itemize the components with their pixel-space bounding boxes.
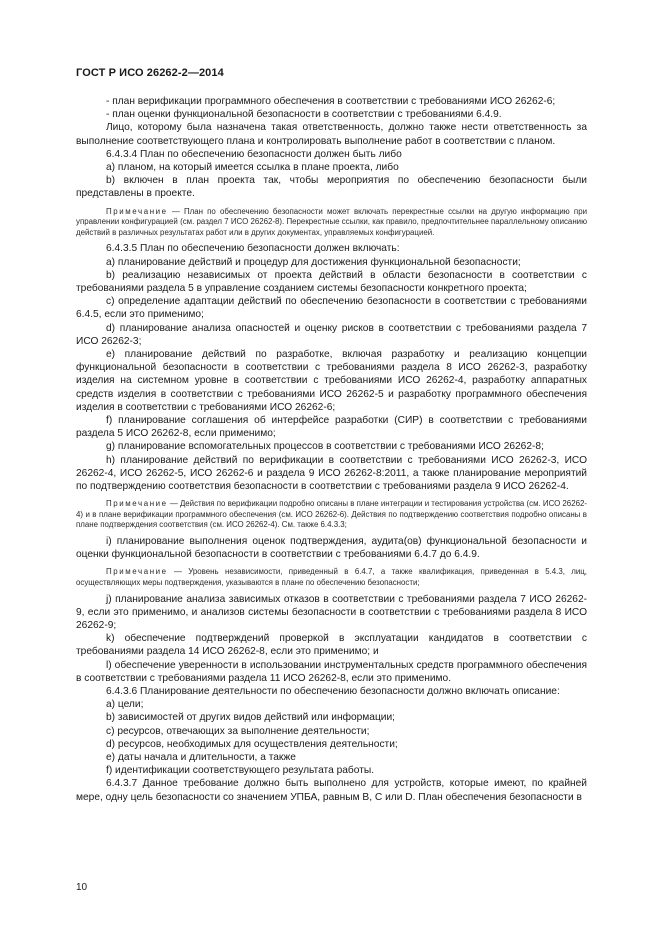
paragraph: 6.4.3.4 План по обеспечению безопасности должен быть либо xyxy=(106,148,402,160)
paragraph: l) обеспечение уверенности в использовании инструментальных средств программного обеспечения в соответствии с требованиями раздела 11 ИСО 26262-8, если это применимо. xyxy=(76,659,587,684)
note-text: — План по обеспечению безопасности может включать перекрестные ссылки на другую информацию при управлении конфигурацией (см. раздел 7 ИСО 26262-8). Перекрестные ссылки, как правило, предпочтительнее параллельному описанию действий в различных результатах работ или в других документах, управляемых конфигурацией. xyxy=(76,206,587,237)
paragraph: d) планирование анализа опасностей и оценку рисков в соответствии с требованиями раздела 7 ИСО 26262-3; xyxy=(76,322,587,347)
note xyxy=(76,567,587,588)
page-number: 10 xyxy=(76,882,88,893)
paragraph: e) даты начала и длительности, а также xyxy=(106,752,296,764)
paragraph: h) планирование действий по верификации в соответствии с требованиями ИСО 26262-3, ИСО 26262-4, ИСО 26262-5, ИСО 26262-6 и раздела 9 ИСО 26262-8:2011, а также планирование мероприятий по подтверждению соответствия безопасности в соответствии с требованиями раздела 9 ИСО 26262-4. xyxy=(76,454,587,493)
note-text: — Уровень независимости, приведенный в 6.4.7, а также квалификация, приведенная в 5.4.3, лиц, осуществляющих меры подтверждения, указываются в плане по обеспечению безопасности; xyxy=(76,567,587,588)
paragraph: c) определение адаптации действий по обеспечению безопасности в соответствии с требованиями 6.4.5, если это применимо; xyxy=(76,296,587,321)
paragraph: d) ресурсов, необходимых для осуществления деятельности; xyxy=(106,738,398,750)
paragraph: Лицо, которому была назначена такая ответственность, должно также нести ответственность за выполнение соответствующего плана и контролировать выполнение работ в соответствии с планом. xyxy=(76,122,587,147)
note-label: Примечание xyxy=(106,206,168,216)
paragraph: b) зависимостей от других видов действий или информации; xyxy=(106,712,396,724)
paragraph: - план верификации программного обеспечения в соответствии с требованиями ИСО 26262-6; xyxy=(106,96,556,107)
paragraph: e) планирование действий по разработке, включая разработку и реализацию концепции функциональной безопасности в соответствии с требованиями раздела 8 ИСО 26262-3, разработку изделия на системном уровне в соответствии с требованиями ИСО 26262-4, разработку аппаратных средств изделия в соответствии с требованиями ИСО 26262-5 и разработку программного обеспечения изделия в соответствии с требованиями ИСО 26262-6; xyxy=(76,349,587,413)
note-label: Примечание xyxy=(106,567,168,577)
paragraph: 6.4.3.5 План по обеспечению безопасности должен включать: xyxy=(106,243,400,255)
paragraph: a) планирование действий и процедур для достижения функциональной безопасности; xyxy=(106,256,521,268)
paragraph: j) планирование анализа зависимых отказов в соответствии с требованиями раздела 7 ИСО 26262-9, если это применимо, и анализов системы безопасности в соответствии с требованиями раздела 8 ИСО 26262-9; xyxy=(76,593,587,632)
paragraph: a) планом, на который имеется ссылка в плане проекта, либо xyxy=(106,162,399,174)
paragraph: a) цели; xyxy=(106,699,144,711)
paragraph: b) включен в план проекта так, чтобы мероприятия по обеспечению безопасности были представлены в проекте. xyxy=(76,175,587,200)
paragraph: c) ресурсов, отвечающих за выполнение деятельности; xyxy=(106,725,370,737)
paragraph: - план оценки функциональной безопасности в соответствии с требованиями 6.4.9. xyxy=(106,109,502,121)
paragraph: g) планирование вспомогательных процессов в соответствии с требованиями ИСО 26262-8; xyxy=(106,441,544,453)
paragraph: 6.4.3.6 Планирование деятельности по обеспечению безопасности должно включать описание: xyxy=(106,686,560,698)
document-header: ГОСТ Р ИСО 26262-2—2014 xyxy=(76,67,224,79)
paragraph: b) реализацию независимых от проекта действий в области безопасности в соответствии с требованиями раздела 5 в управление созданием системы безопасности конкретного проекта; xyxy=(76,269,587,295)
note-text: — Действия по верификации подробно описаны в плане интеграции и тестирования устройства (см. ИСО 26262-4) и в плане верификации программного обеспечения (см. ИСО 26262-6). Действия по подтверждению соответствия подробно описаны в плане подтверждения соответствия (см. ИСО 26262-4). См. также 6.4.3.3; xyxy=(76,499,587,530)
note xyxy=(76,207,587,239)
paragraph: 6.4.3.7 Данное требование должно быть выполнено для устройств, которые имеют, по крайней мере, одну цель безопасности со значением УПБА, равным B, C или D. План обеспечения безопасности в xyxy=(76,778,587,803)
paragraph: k) обеспечение подтверждений проверкой в эксплуатации кандидатов в соответствии с требованиями раздела 14 ИСО 26262-8, если это применимо; и xyxy=(76,633,587,658)
paragraph: f) планирование соглашения об интерфейсе разработки (СИР) в соответствии с требованиями раздела 5 ИСО 26262-8, если применимо; xyxy=(76,415,587,440)
paragraph: i) планирование выполнения оценок подтверждения, аудита(ов) функциональной безопасности и оценки функциональной безопасности в соответствии с требованиями 6.4.7 до 6.4.9. xyxy=(76,536,587,561)
note xyxy=(76,499,587,531)
note-label: Примечание xyxy=(106,499,168,509)
paragraph: f) идентификации соответствующего результата работы. xyxy=(106,765,375,777)
document-body xyxy=(76,95,587,804)
